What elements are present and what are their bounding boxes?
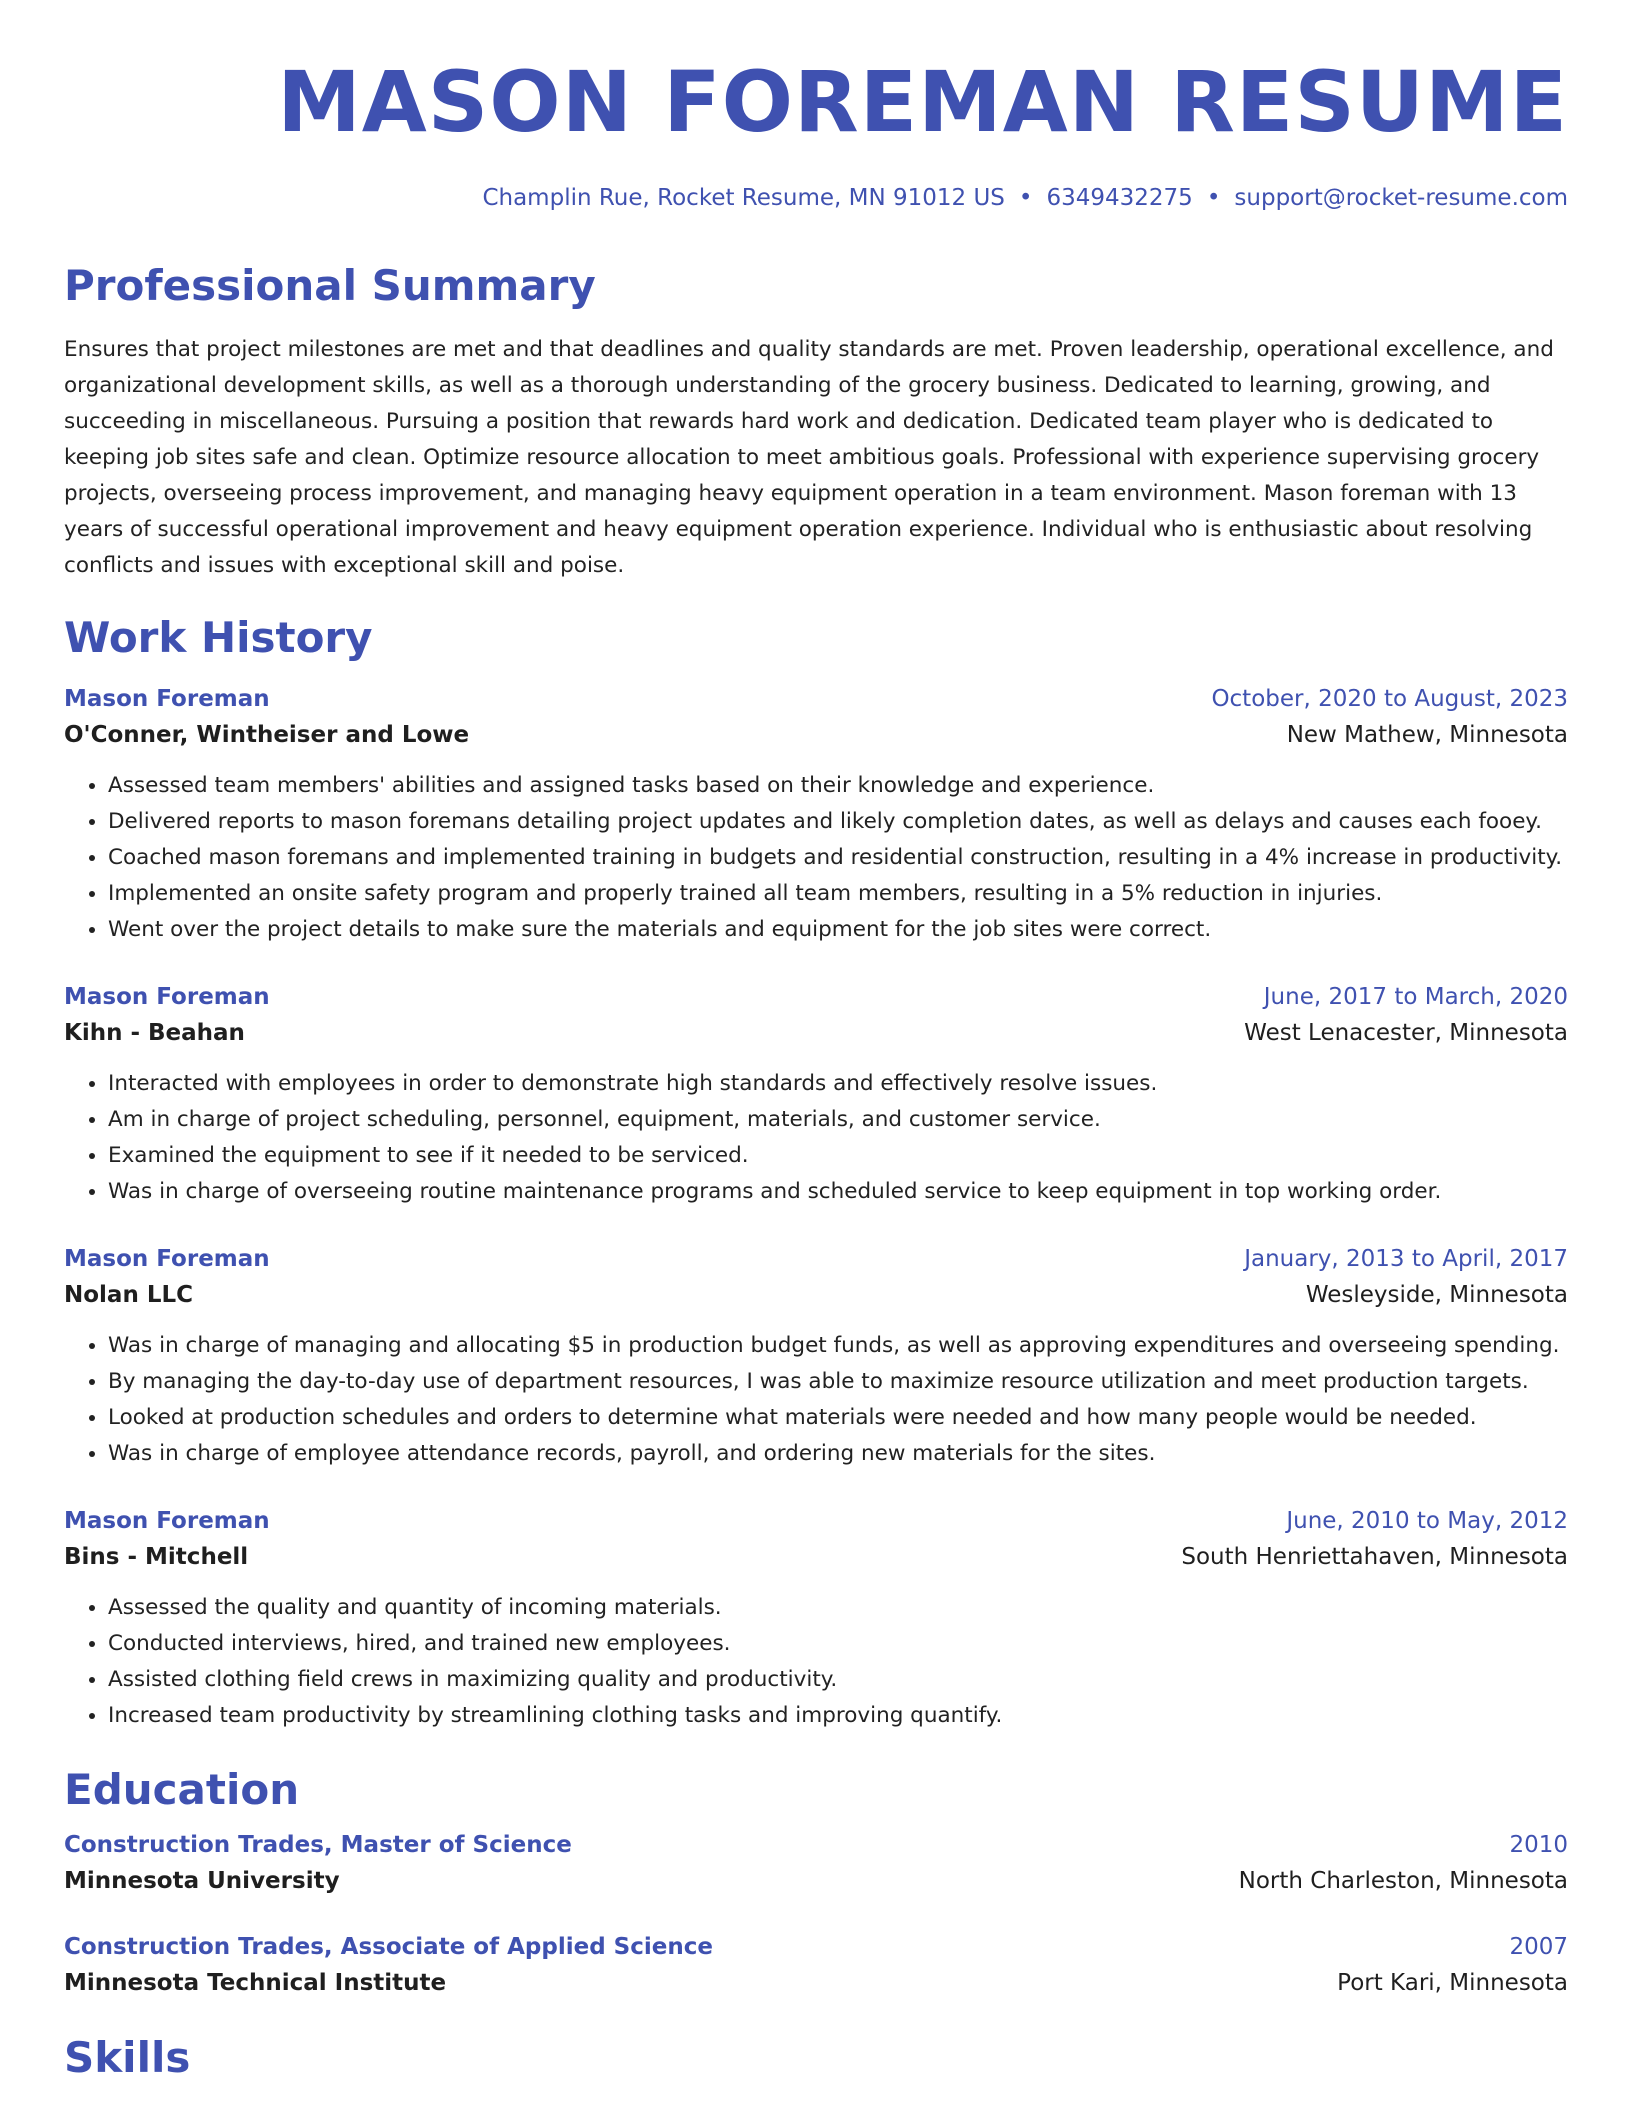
resume-title: MASON FOREMAN RESUME — [277, 53, 1568, 151]
section-title-education: Education — [64, 1765, 300, 1814]
job-dates: June, 2017 to March, 2020 — [1263, 984, 1568, 1010]
separator-dot: • — [1206, 185, 1221, 211]
job-company: Bins - Mitchell — [64, 1544, 249, 1570]
job-bullets — [64, 768, 1568, 948]
job-bullet: • Was in charge of employee attendance records, payroll, and ordering new materials for the sites. — [108, 1436, 1568, 1472]
resume-page — [64, 0, 1568, 2112]
education-location: Port Kari, Minnesota — [1337, 1970, 1568, 1996]
job-bullets — [64, 1590, 1568, 1734]
education-degree: Construction Trades, Associate of Applied Science — [64, 1934, 713, 1960]
job-entry — [64, 980, 1568, 1210]
summary-text: Ensures that project milestones are met and that deadlines and quality standards are met. Proven leadership, operational excellence, and organizational development skills, as well as a thorough understanding of the grocery business. Dedicated to learning, growing, and succeeding in miscellaneous. Pursuing a position that rewards hard work and dedication. Dedicated team player who is dedicated to keeping job sites safe and clean. Optimize resource allocation to meet ambitious goals. Professional with experience supervising grocery projects, overseeing process improvement, and managing heavy equipment operation in a team environment. Mason foreman with 13 years of successful operational improvement and heavy equipment operation experience. Individual who is enthusiastic about resolving conflicts and issues with exceptional skill and poise. — [64, 337, 1554, 578]
job-company: O'Conner, Wintheiser and Lowe — [64, 722, 470, 748]
job-location: West Lenacester, Minnesota — [1244, 1020, 1568, 1046]
job-location: South Henriettahaven, Minnesota — [1181, 1544, 1568, 1570]
section-title-summary: Professional Summary — [64, 261, 596, 310]
job-company: Nolan LLC — [64, 1282, 194, 1308]
job-dates: June, 2010 to May, 2012 — [1286, 1508, 1568, 1534]
job-bullet: • Went over the project details to make sure the materials and equipment for the job sites were correct. — [108, 912, 1568, 948]
job-dates: October, 2020 to August, 2023 — [1211, 686, 1568, 712]
job-role: Mason Foreman — [64, 984, 270, 1010]
job-bullet: • Was in charge of overseeing routine maintenance programs and scheduled service to keep equipment in top working order. — [108, 1174, 1568, 1210]
job-entry — [64, 682, 1568, 948]
job-role: Mason Foreman — [64, 1246, 270, 1272]
job-role: Mason Foreman — [64, 1508, 270, 1534]
job-entry — [64, 1242, 1568, 1472]
education-entry — [64, 1828, 1568, 1900]
section-title-work-history: Work History — [64, 613, 373, 662]
contact-address: Champlin Rue, Rocket Resume, MN 91012 US — [482, 185, 1005, 211]
education-year: 2007 — [1509, 1934, 1568, 1960]
contact-phone: 6349432275 — [1046, 185, 1193, 211]
job-bullets — [64, 1328, 1568, 1472]
education-school: Minnesota University — [64, 1868, 340, 1894]
education-degree: Construction Trades, Master of Science — [64, 1832, 572, 1858]
job-location: New Mathew, Minnesota — [1286, 722, 1568, 748]
job-bullet: • Implemented an onsite safety program and properly trained all team members, resulting in a 5% reduction in injuries. — [108, 876, 1568, 912]
job-bullet: • Delivered reports to mason foremans detailing project updates and likely completion dates, as well as delays and causes each fooey. — [108, 804, 1568, 840]
job-dates: January, 2013 to April, 2017 — [1244, 1246, 1568, 1272]
education-location: North Charleston, Minnesota — [1238, 1868, 1568, 1894]
job-bullet: • Examined the equipment to see if it needed to be serviced. — [108, 1138, 1568, 1174]
job-company: Kihn - Beahan — [64, 1020, 245, 1046]
job-bullet: • Am in charge of project scheduling, personnel, equipment, materials, and customer service. — [108, 1102, 1568, 1138]
job-bullets — [64, 1066, 1568, 1210]
job-bullet: • Increased team productivity by streamlining clothing tasks and improving quantify. — [108, 1698, 1568, 1734]
job-bullet: • Conducted interviews, hired, and trained new employees. — [108, 1626, 1568, 1662]
job-bullet: • Interacted with employees in order to demonstrate high standards and effectively resolve issues. — [108, 1066, 1568, 1102]
education-entry — [64, 1930, 1568, 2002]
education-year: 2010 — [1509, 1832, 1568, 1858]
job-location: Wesleyside, Minnesota — [1305, 1282, 1568, 1308]
contact-email[interactable]: support@rocket-resume.com — [1234, 185, 1568, 211]
separator-dot: • — [1018, 185, 1033, 211]
education-school: Minnesota Technical Institute — [64, 1970, 447, 1996]
job-bullet: • By managing the day-to-day use of department resources, I was able to maximize resource utilization and meet production targets. — [108, 1364, 1568, 1400]
job-bullet: • Assessed team members' abilities and assigned tasks based on their knowledge and experience. — [108, 768, 1568, 804]
job-bullet: • Was in charge of managing and allocating $5 in production budget funds, as well as approving expenditures and overseeing spending. — [108, 1328, 1568, 1364]
section-title-skills: Skills — [64, 2033, 191, 2082]
contact-line — [64, 182, 1568, 214]
job-bullet: • Coached mason foremans and implemented training in budgets and residential construction, resulting in a 4% increase in productivity. — [108, 840, 1568, 876]
job-entry — [64, 1504, 1568, 1734]
job-role: Mason Foreman — [64, 686, 270, 712]
job-bullet: • Looked at production schedules and orders to determine what materials were needed and how many people would be needed. — [108, 1400, 1568, 1436]
job-bullet: • Assessed the quality and quantity of incoming materials. — [108, 1590, 1568, 1626]
job-bullet: • Assisted clothing field crews in maximizing quality and productivity. — [108, 1662, 1568, 1698]
